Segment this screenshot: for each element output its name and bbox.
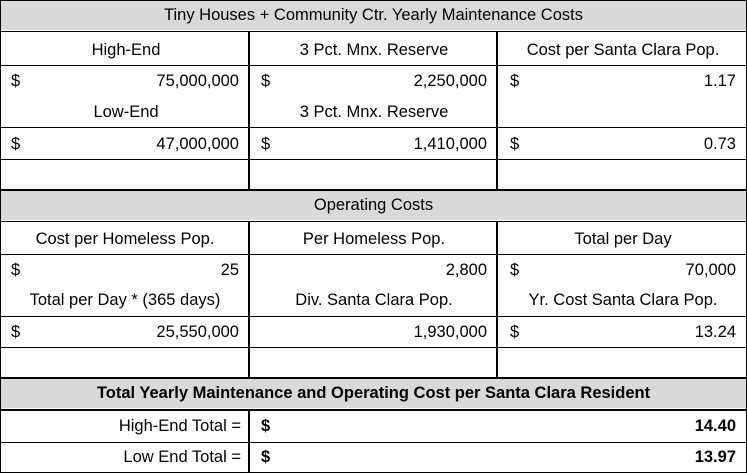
low-reserve-value: 1,410,000 bbox=[413, 135, 487, 153]
low-reserve-currency: $ bbox=[261, 135, 271, 153]
high-end-currency: $ bbox=[11, 72, 21, 90]
low-cost-value: 0.73 bbox=[703, 135, 736, 153]
total-365-label: Total per Day * (365 days) bbox=[29, 291, 221, 309]
high-end-total-label: High-End Total = bbox=[118, 417, 241, 435]
low-cost-currency: $ bbox=[510, 135, 520, 153]
total-365-value: 25,550,000 bbox=[156, 323, 239, 341]
yr-cost-currency: $ bbox=[510, 323, 520, 341]
reserve-label-1: 3 Pct. Mnx. Reserve bbox=[299, 41, 449, 59]
totals-title: Total Yearly Maintenance and Operating Cost per Santa Clara Resident bbox=[96, 384, 651, 402]
cost-per-homeless-label: Cost per Homeless Pop. bbox=[35, 230, 215, 248]
cost-per-pop-label: Cost per Santa Clara Pop. bbox=[526, 41, 720, 59]
maintenance-title: Tiny Houses + Community Ctr. Yearly Maintenance Costs bbox=[164, 6, 583, 24]
div-santa-clara-value: 1,930,000 bbox=[413, 323, 487, 341]
high-reserve-value: 2,250,000 bbox=[413, 72, 487, 90]
div-santa-clara-label: Div. Santa Clara Pop. bbox=[295, 291, 453, 309]
high-end-total-currency: $ bbox=[261, 417, 271, 435]
totals-header bbox=[1, 379, 746, 408]
low-end-total-label: Low End Total = bbox=[123, 448, 241, 466]
high-cost-value: 1.17 bbox=[703, 72, 736, 90]
operating-header bbox=[1, 191, 746, 220]
reserve-label-2: 3 Pct. Mnx. Reserve bbox=[299, 103, 449, 121]
yr-cost-label: Yr. Cost Santa Clara Pop. bbox=[528, 291, 718, 309]
low-end-currency: $ bbox=[11, 135, 21, 153]
total-365-currency: $ bbox=[11, 323, 21, 341]
high-end-value: 75,000,000 bbox=[156, 72, 239, 90]
high-reserve-currency: $ bbox=[261, 72, 271, 90]
high-end-label: High-End bbox=[91, 41, 161, 59]
total-per-day-label: Total per Day bbox=[574, 230, 672, 248]
operating-title: Operating Costs bbox=[313, 196, 434, 214]
low-end-label: Low-End bbox=[93, 103, 159, 121]
per-homeless-label: Per Homeless Pop. bbox=[302, 230, 446, 248]
total-per-day-currency: $ bbox=[510, 261, 520, 279]
yr-cost-value: 13.24 bbox=[694, 323, 736, 341]
maintenance-header bbox=[1, 1, 746, 30]
cost-per-homeless-value: 25 bbox=[220, 261, 239, 279]
high-cost-currency: $ bbox=[510, 72, 520, 90]
low-end-total-value: 13.97 bbox=[694, 448, 736, 466]
low-end-value: 47,000,000 bbox=[156, 135, 239, 153]
cost-per-homeless-currency: $ bbox=[11, 261, 21, 279]
total-per-day-value: 70,000 bbox=[685, 261, 736, 279]
low-end-total-currency: $ bbox=[261, 448, 271, 466]
high-end-total-value: 14.40 bbox=[694, 417, 736, 435]
per-homeless-value: 2,800 bbox=[445, 261, 487, 279]
